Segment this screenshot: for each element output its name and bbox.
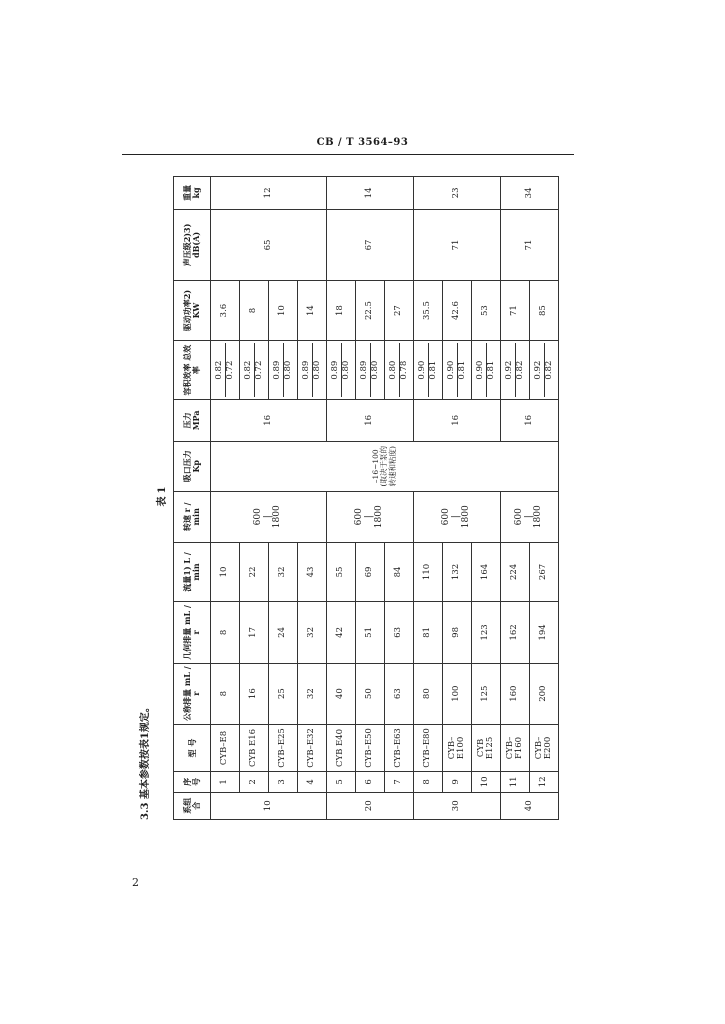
nominal-cell: 100 (443, 663, 472, 724)
efficiency-cell (530, 341, 559, 400)
power-cell: 42.6 (443, 281, 472, 341)
efficiency-cell (269, 341, 298, 400)
geometric-cell: 32 (298, 602, 327, 663)
rotated-table-section (136, 170, 566, 820)
seq-cell: 4 (298, 772, 327, 792)
flow-cell: 224 (501, 542, 530, 602)
efficiency-cell (211, 341, 240, 400)
volumetric-efficiency: 0.90 (447, 343, 457, 397)
model-cell: CYB–E32 (298, 724, 327, 771)
header-nominal: 公称排量 mL / r (174, 663, 211, 724)
speed-cell (211, 491, 327, 542)
efficiency-cell (443, 341, 472, 400)
volumetric-efficiency: 0.89 (302, 343, 312, 397)
flow-cell: 164 (472, 542, 501, 602)
efficiency-cell (327, 341, 356, 400)
group-cell: 40 (501, 792, 559, 819)
speed-range-dash: | (364, 515, 375, 519)
pressure-cell: 16 (327, 400, 414, 441)
seq-cell: 7 (385, 772, 414, 792)
clause-text (136, 702, 151, 820)
table-caption: 表1 (157, 483, 168, 507)
header-rule (122, 154, 574, 155)
power-cell: 35.5 (414, 281, 443, 341)
weight-cell: 14 (327, 177, 414, 210)
nominal-cell: 125 (472, 663, 501, 724)
flow-cell: 84 (385, 542, 414, 602)
speed-min: 600 (354, 508, 365, 526)
nominal-cell: 25 (269, 663, 298, 724)
suction-note: (取决于泵的 (379, 446, 389, 487)
speed-range-dash: | (451, 515, 462, 519)
flow-cell: 110 (414, 542, 443, 602)
geometric-cell: 98 (443, 602, 472, 663)
seq-cell: 10 (472, 772, 501, 792)
noise-cell: 71 (414, 209, 501, 280)
nominal-cell: 40 (327, 663, 356, 724)
efficiency-cell (501, 341, 530, 400)
efficiency-cell (472, 341, 501, 400)
header-noise: 声压级2)3) dB(A) (174, 209, 211, 280)
flow-cell: 132 (443, 542, 472, 602)
seq-cell: 3 (269, 772, 298, 792)
flow-cell: 267 (530, 542, 559, 602)
volumetric-efficiency: 0.89 (331, 343, 341, 397)
volumetric-efficiency: 0.92 (505, 343, 515, 397)
nominal-cell: 8 (211, 663, 240, 724)
noise-cell: 65 (211, 209, 327, 280)
flow-cell: 32 (269, 542, 298, 602)
model-cell: CYB E16 (240, 724, 269, 771)
seq-cell: 5 (327, 772, 356, 792)
model-cell: CYB–E80 (414, 724, 443, 771)
total-efficiency: 0.80 (282, 360, 293, 380)
total-efficiency: 0.80 (369, 360, 380, 380)
speed-max: 1800 (460, 505, 471, 529)
flow-cell: 55 (327, 542, 356, 602)
model-cell: CYB–F160 (501, 724, 530, 771)
model-cell: CYB–E8 (211, 724, 240, 771)
model-cell: CYB–E25 (269, 724, 298, 771)
weight-cell: 34 (501, 177, 559, 210)
efficiency-cell (240, 341, 269, 400)
geometric-cell: 123 (472, 602, 501, 663)
geometric-cell: 24 (269, 602, 298, 663)
power-cell: 71 (501, 281, 530, 341)
total-efficiency: 0.82 (543, 360, 554, 380)
volumetric-efficiency: 0.89 (273, 343, 283, 397)
weight-cell: 12 (211, 177, 327, 210)
table-body (211, 177, 559, 820)
header-flow: 流量1) L / min (174, 542, 211, 602)
header-geometric: 几何排量 mL / r (174, 602, 211, 663)
total-efficiency: 0.78 (398, 360, 409, 380)
header-efficiency: 容积效率 总效率 (174, 341, 211, 400)
volumetric-efficiency: 0.92 (534, 343, 544, 397)
total-efficiency: 0.81 (456, 360, 467, 380)
power-cell: 27 (385, 281, 414, 341)
power-cell: 8 (240, 281, 269, 341)
table-header-row (174, 177, 211, 820)
pressure-cell: 16 (501, 400, 559, 441)
geometric-cell: 81 (414, 602, 443, 663)
seq-cell: 6 (356, 772, 385, 792)
speed-cell (501, 491, 559, 542)
efficiency-cell (414, 341, 443, 400)
header-model: 型 号 (174, 724, 211, 771)
flow-cell: 10 (211, 542, 240, 602)
table-row (211, 177, 240, 820)
power-cell: 14 (298, 281, 327, 341)
power-cell: 18 (327, 281, 356, 341)
efficiency-cell (385, 341, 414, 400)
power-cell: 53 (472, 281, 501, 341)
nominal-cell: 32 (298, 663, 327, 724)
header-weight: 重量 kg (174, 177, 211, 210)
volumetric-efficiency: 0.90 (476, 343, 486, 397)
total-efficiency: 0.81 (427, 360, 438, 380)
geometric-cell: 63 (385, 602, 414, 663)
group-cell: 10 (211, 792, 327, 819)
pressure-cell: 16 (414, 400, 501, 441)
header-pressure: 压力 MPa (174, 400, 211, 441)
nominal-cell: 63 (385, 663, 414, 724)
header-power: 驱动功率2) KW (174, 281, 211, 341)
clause-number: 3.3 (140, 802, 151, 820)
speed-cell (327, 491, 414, 542)
model-cell: CYB–E100 (443, 724, 472, 771)
seq-cell: 9 (443, 772, 472, 792)
total-efficiency: 0.72 (253, 360, 264, 380)
noise-cell: 71 (501, 209, 559, 280)
power-cell: 85 (530, 281, 559, 341)
suction-note2: 转速和粘度) (387, 446, 397, 487)
speed-max: 1800 (272, 505, 283, 529)
header-suction: 吸口压力 Kp (174, 441, 211, 491)
total-efficiency: 0.81 (485, 360, 496, 380)
speed-max: 1800 (533, 505, 544, 529)
suction-cell (211, 441, 559, 491)
geometric-cell: 162 (501, 602, 530, 663)
nominal-cell: 160 (501, 663, 530, 724)
parameter-table (173, 176, 559, 820)
speed-min: 600 (513, 508, 524, 526)
seq-cell: 8 (414, 772, 443, 792)
model-cell: CYB–E63 (385, 724, 414, 771)
speed-cell (414, 491, 501, 542)
pressure-cell: 16 (211, 400, 327, 441)
geometric-cell: 51 (356, 602, 385, 663)
geometric-cell: 8 (211, 602, 240, 663)
power-cell: 3.6 (211, 281, 240, 341)
clause-body: 基本参数按表1规定。 (140, 702, 151, 800)
total-efficiency: 0.82 (514, 360, 525, 380)
header-speed: 转速 r / min (174, 491, 211, 542)
speed-max: 1800 (373, 505, 384, 529)
volumetric-efficiency: 0.90 (418, 343, 428, 397)
header-group: 系组合 (174, 792, 211, 819)
group-cell: 20 (327, 792, 414, 819)
speed-min: 600 (441, 508, 452, 526)
efficiency-cell (298, 341, 327, 400)
total-efficiency: 0.80 (311, 360, 322, 380)
seq-cell: 11 (501, 772, 530, 792)
total-efficiency: 0.80 (340, 360, 351, 380)
speed-range-dash: | (523, 515, 534, 519)
flow-cell: 69 (356, 542, 385, 602)
document-header: CB / T 3564–93 (316, 137, 409, 148)
table-row (414, 177, 443, 820)
suction-range: –16~100 (371, 449, 381, 484)
nominal-cell: 200 (530, 663, 559, 724)
nominal-cell: 80 (414, 663, 443, 724)
volumetric-efficiency: 0.89 (360, 343, 370, 397)
power-cell: 22.5 (356, 281, 385, 341)
table-row (501, 177, 530, 820)
model-cell: CYB–E200 (530, 724, 559, 771)
header-seq: 序号 (174, 772, 211, 792)
noise-cell: 67 (327, 209, 414, 280)
speed-range-dash: | (262, 515, 273, 519)
model-cell: CYB E40 (327, 724, 356, 771)
page-number: 2 (132, 876, 139, 889)
total-efficiency: 0.72 (224, 360, 235, 380)
speed-min: 600 (252, 508, 263, 526)
efficiency-cell (356, 341, 385, 400)
volumetric-efficiency: 0.82 (244, 343, 254, 397)
geometric-cell: 42 (327, 602, 356, 663)
power-cell: 10 (269, 281, 298, 341)
flow-cell: 43 (298, 542, 327, 602)
volumetric-efficiency: 0.80 (389, 343, 399, 397)
geometric-cell: 194 (530, 602, 559, 663)
seq-cell: 12 (530, 772, 559, 792)
model-cell: CYB–E50 (356, 724, 385, 771)
seq-cell: 2 (240, 772, 269, 792)
seq-cell: 1 (211, 772, 240, 792)
flow-cell: 22 (240, 542, 269, 602)
group-cell: 30 (414, 792, 501, 819)
nominal-cell: 16 (240, 663, 269, 724)
geometric-cell: 17 (240, 602, 269, 663)
weight-cell: 23 (414, 177, 501, 210)
table-row (327, 177, 356, 820)
volumetric-efficiency: 0.82 (215, 343, 225, 397)
nominal-cell: 50 (356, 663, 385, 724)
model-cell: CYB E125 (472, 724, 501, 771)
